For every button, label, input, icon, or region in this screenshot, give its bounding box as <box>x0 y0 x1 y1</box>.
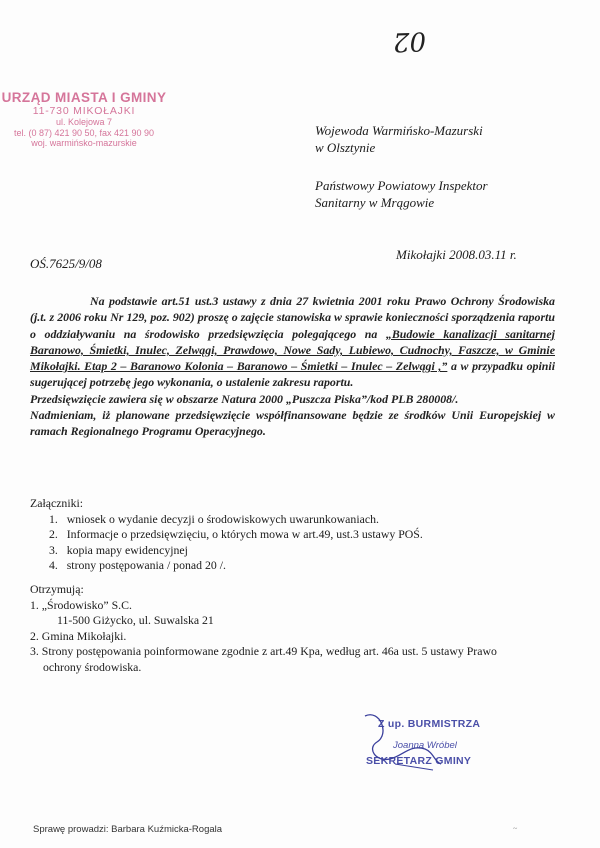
stamp-street: ul. Kolejowa 7 <box>55 117 113 127</box>
attachment-item: 2. Informacje o przedsięwzięciu, o których mowa w art.49, ust.3 ustawy POŚ. <box>49 527 423 541</box>
body-paragraph-1 <box>30 293 555 391</box>
office-stamp <box>0 90 168 149</box>
handwritten-mark: 02 <box>392 25 427 57</box>
stamp-phone: tel. (0 87) 421 90 50, fax 421 90 90 <box>13 127 155 138</box>
reference-number: OŚ.7625/9/08 <box>30 256 102 271</box>
receiver-item-continuation: ochrony środowiska. <box>43 659 142 674</box>
signature-scribble <box>355 704 445 774</box>
attachments-section <box>30 496 423 574</box>
project-name: „Budowie kanalizacji sanitarnej Baranowo, Śmietki, Inulec, Zelwągi, Prawdowo, Nowe Sady, Lubiewo, Cudnochy, Faszcze, w Gminie Mikołajki. Etap 2 – Baranowo Kolonia – Baranowo – Śmietki – Inulec – Zelwągi ,” <box>30 326 555 374</box>
attachment-item: 4. strony postępowania / ponad 20 /. <box>49 558 226 572</box>
receivers-section <box>30 582 497 675</box>
receiver-item: 2. Gmina Mikołajki. <box>30 628 127 643</box>
signature-line-1: Z up. BURMISTRZA <box>378 718 481 730</box>
body-p1-start: Na podstawie art.51 ust.3 ustawy z dnia 27 kwietnia 2001 roku Prawo Ochrony Środowiska (j.t. z 2006 roku Nr 129, poz. 902) proszę o zajęcie stanowiska w sprawie konieczności sporządzenia raportu o oddziaływaniu na środowisko przedsięwzięcia polegającego na <box>30 294 555 341</box>
letter-body <box>30 293 555 440</box>
attachment-item: 3. kopia mapy ewidencyjnej <box>49 542 188 557</box>
attachment-item: 1. wniosek o wydanie decyzji o środowiskowych uwarunkowaniach. <box>49 511 379 526</box>
recipient-line-1: Wojewoda Warmińsko-Mazurski <box>315 123 483 138</box>
attachments-heading: Załączniki: <box>30 496 84 510</box>
stamp-postal-code: 11-730 MIKOŁAJKI <box>32 105 136 117</box>
body-paragraph-2: Przedsięwzięcie zawiera się w obszarze Natura 2000 „Puszcza Piska”/kod PLB 280008/. <box>30 391 459 406</box>
stamp-voivodeship: woj. warmińsko-mazurskie <box>31 138 137 148</box>
body-paragraph-3: Nadmieniam, iż planowane przedsięwzięcie współfinansowane będzie ze środków Unii Europejskiej w ramach Regionalnego Programu Operacyjnego. <box>30 408 555 439</box>
page-mark: ~ <box>513 824 518 833</box>
receiver-address: 11-500 Giżycko, ul. Suwalska 21 <box>57 613 214 627</box>
receiver-item: 3. Strony postępowania poinformowane zgodnie z art.49 Kpa, według art. 46a ust. 5 ustawy Prawo <box>30 644 497 658</box>
recipient-block <box>315 122 488 211</box>
signature-name: Joanna Wróbel <box>393 740 457 751</box>
receiver-item: 1. „Środowisko” S.C. <box>30 597 132 612</box>
recipient-line-3: Państwowy Powiatowy Inspektor <box>315 178 488 193</box>
date-place: Mikołajki 2008.03.11 r. <box>396 247 517 262</box>
case-handler: Sprawę prowadzi: Barbara Kuźmicka-Rogala <box>33 824 223 835</box>
receivers-heading: Otrzymują: <box>30 582 84 596</box>
body-p1-end: a w przypadku opinii sugerującej potrzebę jego wykonania, o ustalenie zakresu raportu. <box>30 359 555 390</box>
signature-title: SEKRETARZ GMINY <box>366 755 472 767</box>
recipient-line-2: w Olsztynie <box>315 140 376 155</box>
recipient-line-4: Sanitarny w Mrągowie <box>315 195 435 210</box>
stamp-office-name: URZĄD MIASTA I GMINY <box>1 90 167 105</box>
